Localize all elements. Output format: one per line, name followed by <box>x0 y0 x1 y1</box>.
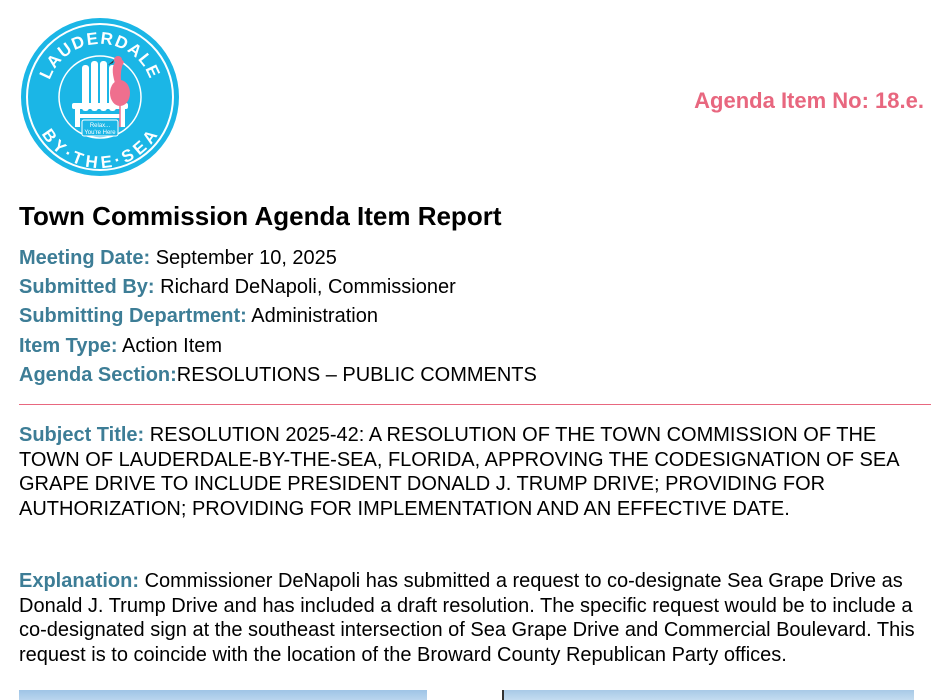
meta-value: September 10, 2025 <box>155 247 337 269</box>
subject-text: RESOLUTION 2025-42: A RESOLUTION OF THE TOWN COMMISSION OF THE TOWN OF LAUDERDALE-BY-THE-SEA, FLORIDA, APPROVING THE CODESIGNATION OF SEA GRAPE DRIVE TO INCLUDE PRESIDENT DONALD J. TRUMP DRIVE; PROVIDING FOR AUTHORIZATION; PROVIDING FOR IMPLEMENTATION AND AN EFFECTIVE DATE. <box>19 424 899 520</box>
photo-right <box>502 690 914 700</box>
meta-label: Agenda Section: <box>19 363 177 386</box>
report-title: Town Commission Agenda Item Report <box>19 201 502 231</box>
meta-label: Submitting Department: <box>19 305 247 328</box>
logo-tagline-line2: You're Here <box>84 130 116 136</box>
meta-label: Meeting Date: <box>19 247 151 269</box>
meta-label: Submitted By: <box>19 276 155 299</box>
meta-label: Item Type: <box>19 334 118 357</box>
town-logo <box>20 17 180 177</box>
meta-meeting-date <box>19 244 537 273</box>
logo-top-text: LAUDERDALE <box>35 28 165 82</box>
explanation-text: Commissioner DeNapoli has submitted a request to co-designate Sea Grape Drive as Donald J. Trump Drive and has included a draft resolution. The specific request would be to include a co-designated sign at the southeast intersection of Sea Grape Drive and Commercial Boulevard. This request is to coincide with the location of the Broward County Republican Party offices. <box>19 570 915 666</box>
meta-value: RESOLUTIONS – PUBLIC COMMENTS <box>176 363 537 386</box>
meta-block <box>19 244 537 390</box>
photo-left <box>19 690 427 700</box>
explanation-paragraph <box>19 569 931 667</box>
meta-value: Action Item <box>122 334 223 357</box>
meta-value: Richard DeNapoli, Commissioner <box>160 276 456 299</box>
logo-seal-icon <box>20 17 180 177</box>
section-divider <box>19 404 931 405</box>
meta-department <box>19 302 537 331</box>
meta-submitted-by <box>19 273 537 302</box>
logo-bottom-text: BY·THE·SEA <box>37 125 163 173</box>
logo-tagline-line1: Relax... <box>89 123 111 129</box>
subject-label: Subject Title: <box>19 424 145 446</box>
subject-paragraph <box>19 423 931 521</box>
meta-agenda-section <box>19 361 537 390</box>
explanation-label: Explanation: <box>19 570 140 592</box>
agenda-item-number: Agenda Item No: 18.e. <box>694 88 924 113</box>
meta-value: Administration <box>251 305 378 328</box>
meta-item-type <box>19 332 537 361</box>
